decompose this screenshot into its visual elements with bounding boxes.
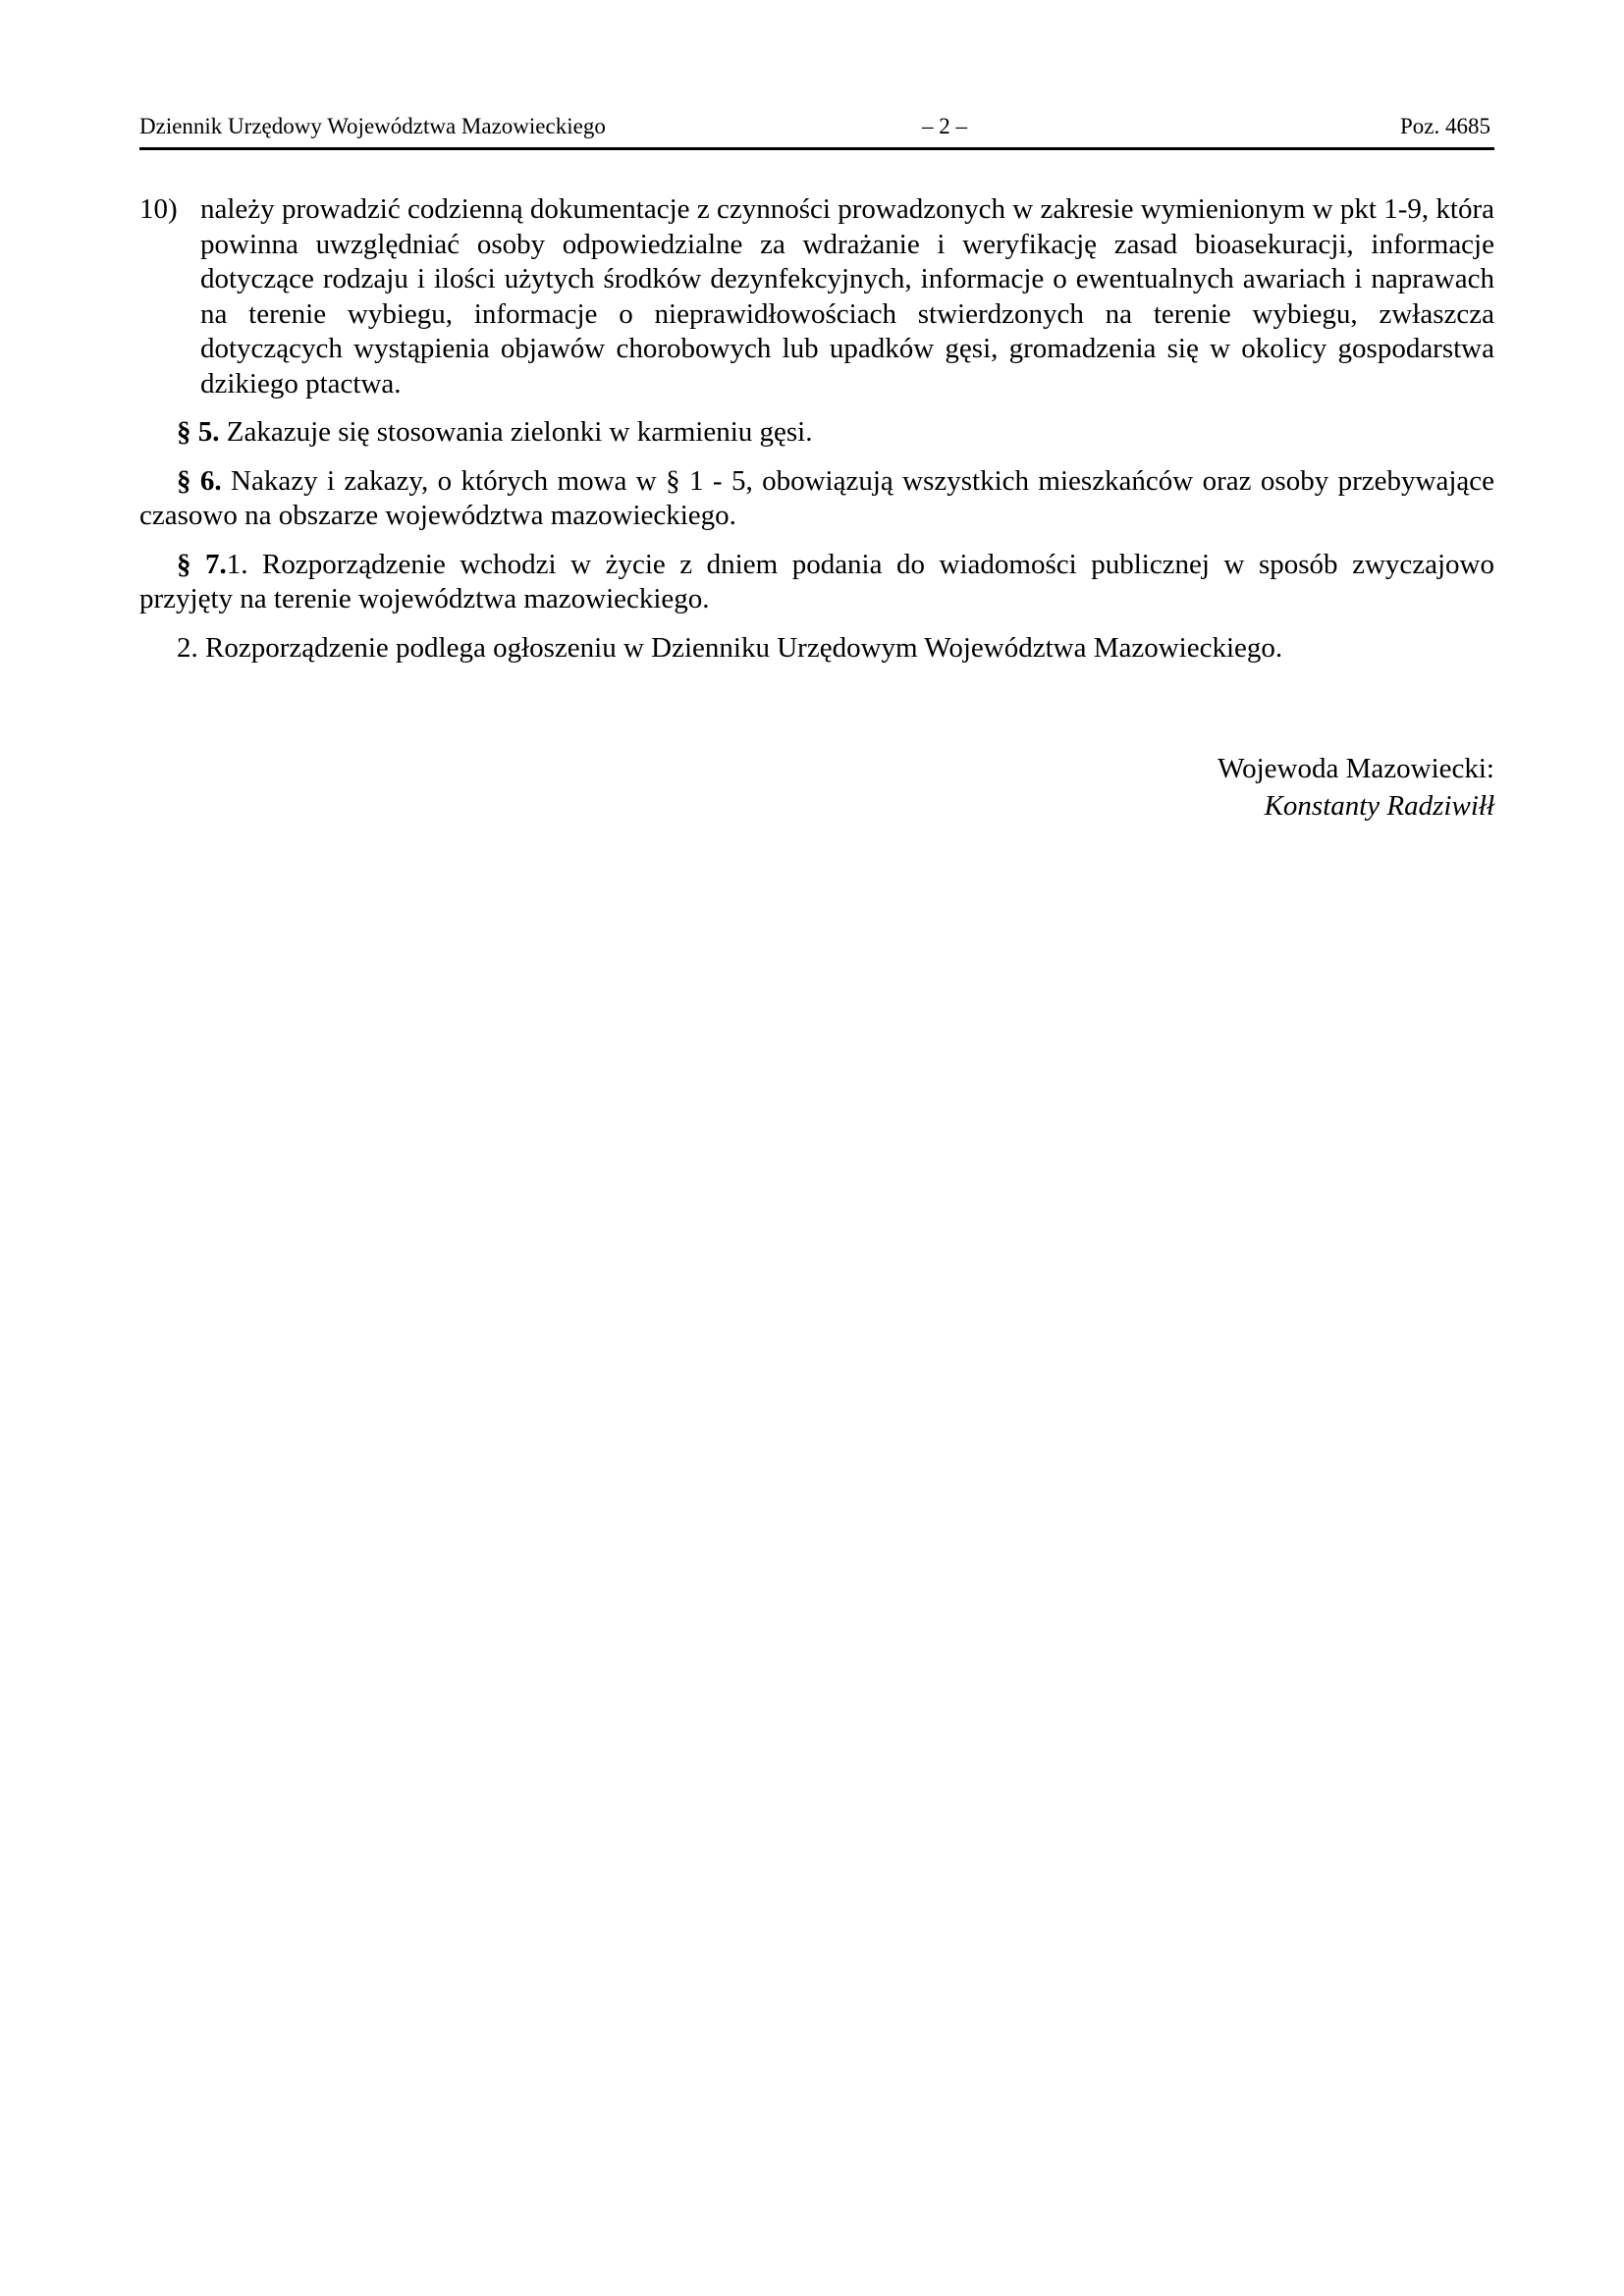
position-number: Poz. 4685 [1400,114,1490,138]
section-5-label: § 5. [177,416,220,448]
section-7-point-2 [139,631,1494,667]
section-7 [139,548,1494,617]
list-item-10 [139,192,1494,401]
page-number: – 2 – [922,114,967,138]
section-6-text: Nakazy i zakazy, o których mowa w § 1 - 5, obowiązują wszystkich mieszkańców oraz osoby przebywające czasowo na obszarze województwa mazowieckiego. [139,464,1494,531]
section-5 [139,415,1494,451]
section-6 [139,464,1494,534]
journal-title: Dziennik Urzędowy Województwa Mazowieckiego [139,114,606,138]
section-7-label: § 7. [177,548,227,580]
signatory-name: Konstanty Radziwiłł [1264,790,1494,822]
section-6-label: § 6. [177,464,222,497]
list-item-text: należy prowadzić codzienną dokumentacje z czynności prowadzonych w zakresie wymienionym w pkt 1-9, która powinna uwzględniać osoby odpowiedzialne za wdrażanie i weryfikację zasad bioasekuracji, informacje dotyczące rodzaju i ilości użytych środków dezynfekcyjnych, informacje o ewentualnych awariach i naprawach na terenie wybiegu, informacje o nieprawidłowościach stwierdzonych na terenie wybiegu, zwłaszcza dotyczących wystąpienia objawów chorobowych lub upadków gęsi, gromadzenia się w okolicy gospodarstwa dzikiego ptactwa. [200,193,1494,400]
signatory-title: Wojewoda Mazowiecki: [1218,753,1494,784]
page-header [139,110,1494,150]
document-body [139,192,1494,666]
section-5-text: Zakazuje się stosowania zielonki w karmieniu gęsi. [226,416,813,448]
section-7-point-2-text: 2. Rozporządzenie podlega ogłoszeniu w Dzienniku Urzędowym Województwa Mazowieckiego. [177,631,1283,664]
list-item-number: 10) [139,193,178,225]
section-7-text: 1. Rozporządzenie wchodzi w życie z dniem podania do wiadomości publicznej w sposób zwyczajowo przyjęty na terenie województwa mazowieckiego. [139,548,1494,614]
signature-block [1218,750,1494,825]
